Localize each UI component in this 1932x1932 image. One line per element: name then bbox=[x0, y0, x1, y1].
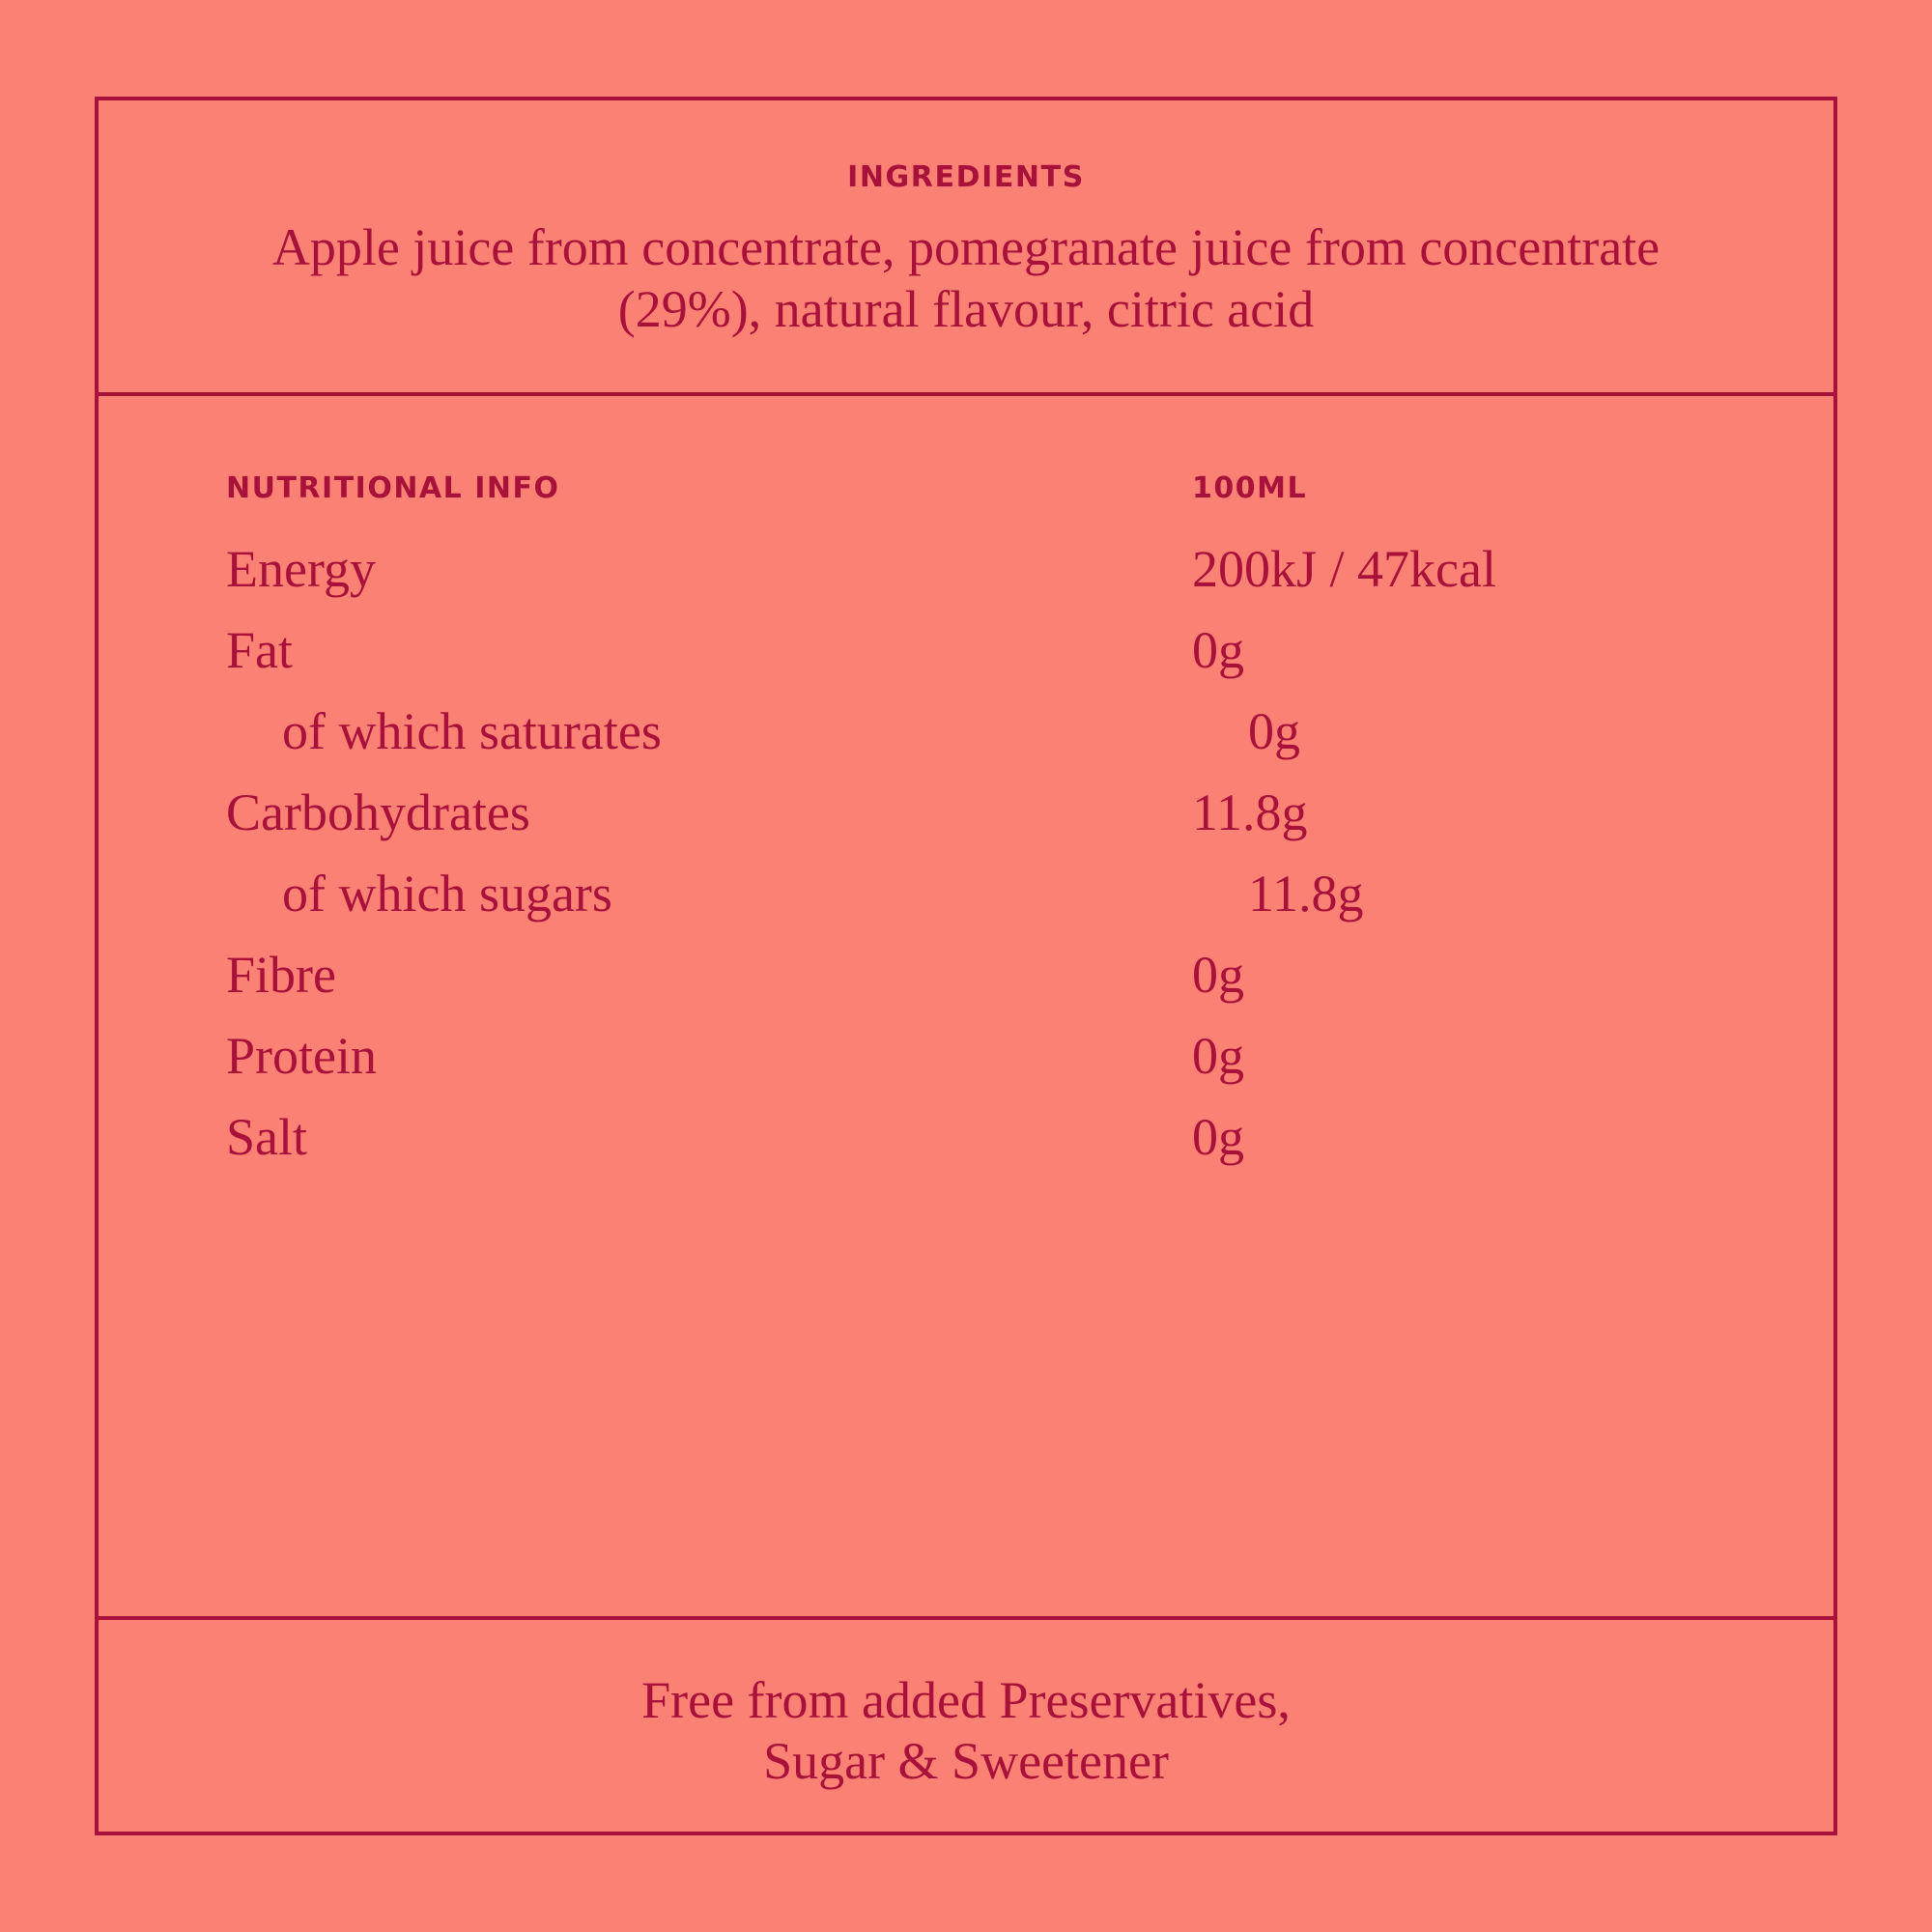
nutrient-value: 11.8g bbox=[1192, 783, 1308, 842]
nutrient-value: 11.8g bbox=[1248, 864, 1364, 923]
nutrient-name: Fibre bbox=[226, 945, 336, 1004]
table-row bbox=[99, 781, 1833, 845]
nutrient-name: Carbohydrates bbox=[226, 783, 530, 842]
table-row bbox=[99, 700, 1833, 764]
nutrition-section bbox=[99, 396, 1833, 1619]
nutrient-name: of which saturates bbox=[282, 702, 662, 761]
nutrient-value: 200kJ / 47kcal bbox=[1192, 540, 1496, 599]
ingredients-section bbox=[99, 100, 1833, 396]
product-claim-section bbox=[99, 1620, 1833, 1832]
nutrition-serving-column-header: 100ML bbox=[1192, 471, 1308, 506]
nutrient-name: Fat bbox=[226, 621, 294, 680]
table-row bbox=[99, 619, 1833, 683]
table-row bbox=[99, 863, 1833, 926]
nutrient-name: Energy bbox=[226, 540, 376, 599]
nutrient-value: 0g bbox=[1192, 621, 1244, 680]
nutrient-name: of which sugars bbox=[282, 864, 612, 923]
ingredients-text: Apple juice from concentrate, pomegranate juice from concentrate (29%), natural flavour, citric acid bbox=[271, 218, 1661, 338]
claim-line-2: Sugar & Sweetener bbox=[763, 1732, 1169, 1791]
table-row bbox=[99, 538, 1833, 602]
table-row bbox=[99, 1025, 1833, 1089]
ingredients-heading: INGREDIENTS bbox=[847, 160, 1085, 194]
nutrition-heading: NUTRITIONAL INFO bbox=[226, 471, 560, 506]
nutrient-value: 0g bbox=[1248, 702, 1300, 761]
nutrient-value: 0g bbox=[1192, 1026, 1244, 1085]
table-row bbox=[99, 944, 1833, 1008]
nutrient-value: 0g bbox=[1192, 1107, 1244, 1166]
table-row bbox=[99, 1106, 1833, 1170]
nutrient-value: 0g bbox=[1192, 945, 1244, 1004]
nutrition-table-header bbox=[99, 471, 1833, 505]
nutrient-name: Protein bbox=[226, 1026, 377, 1085]
claim-line-1: Free from added Preservatives, bbox=[641, 1670, 1291, 1729]
nutrition-label-panel bbox=[95, 97, 1837, 1835]
nutrient-name: Salt bbox=[226, 1107, 308, 1166]
